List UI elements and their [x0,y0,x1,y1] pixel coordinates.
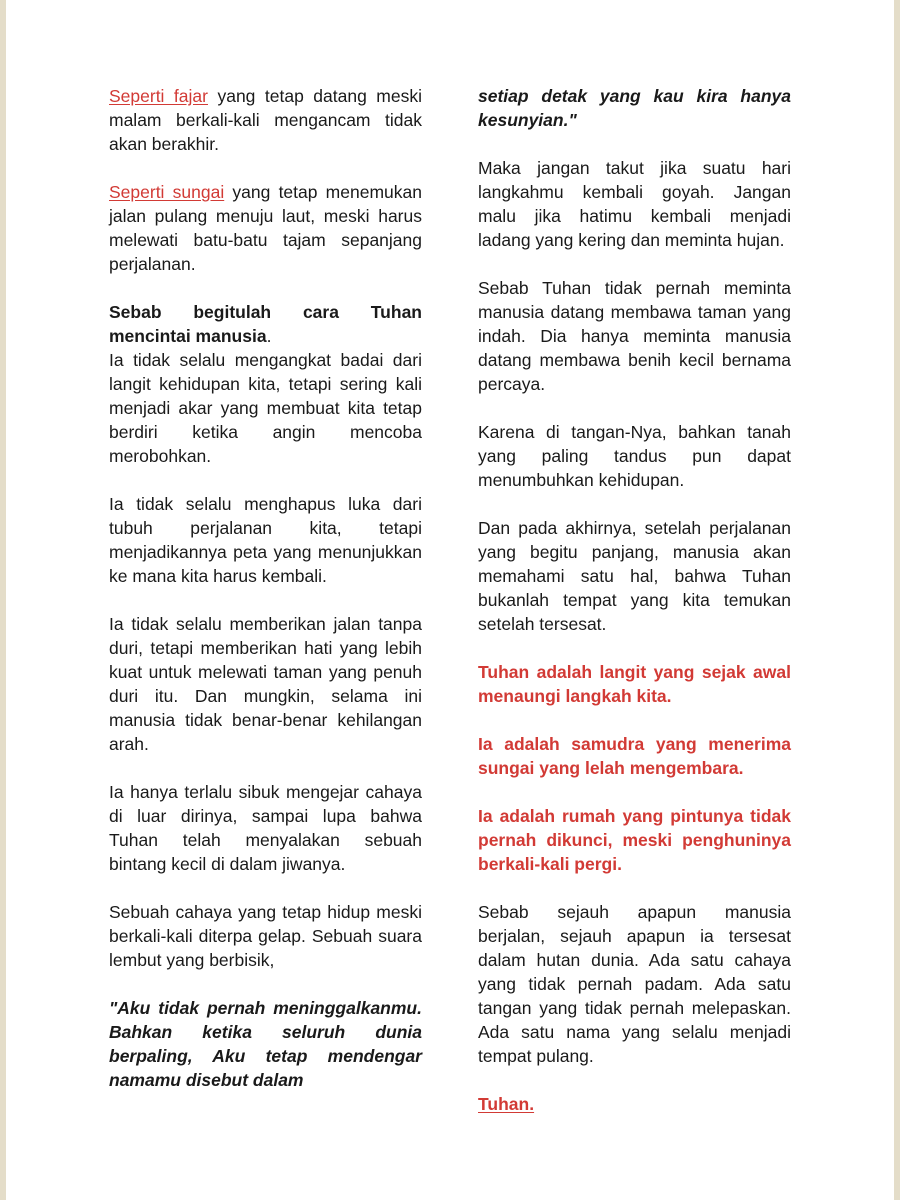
paragraph-text: yang tetap menemukan jalan pulang menuju laut, meski harus melewati batu-batu tajam sepanjang perjalanan. [109,182,422,274]
statement-punctuation: . [266,326,272,346]
paragraph-akhirnya: Dan pada akhirnya, setelah perjalanan yang begitu panjang, manusia akan memahami satu hal, bahwa Tuhan bukanlah tempat yang kita temukan setelah tersesat. [478,518,791,634]
red-statement-rumah: Ia adalah rumah yang pintunya tidak pernah dikunci, meski penghuninya berkali-kali pergi. [478,806,791,874]
quote-part-2: setiap detak yang kau kira hanya kesunyian." [478,86,791,130]
closing-word [478,1092,791,1116]
left-column [109,84,422,1092]
paragraph-heading-statement [109,300,422,348]
paragraph-benih: Sebab Tuhan tidak pernah meminta manusia datang membawa taman yang indah. Dia hanya meminta manusia datang membawa benih kecil bernama percaya. [478,278,791,394]
page-edge-right [894,0,900,1200]
paragraph-text: yang tetap datang meski malam berkali-kali mengancam tidak akan berakhir. [109,86,423,154]
page-edge-left [0,0,6,1200]
paragraph-jangan-takut: Maka jangan takut jika suatu hari langkahmu kembali goyah. Jangan malu jika hatimu kembali menjadi ladang yang kering dan meminta hujan. [478,158,791,250]
paragraph-suara: Sebuah cahaya yang tetap hidup meski berkali-kali diterpa gelap. Sebuah suara lembut yang berbisik, [109,902,422,970]
bold-statement: Sebab begitulah cara Tuhan mencintai manusia [109,302,422,346]
paragraph-duri: Ia tidak selalu memberikan jalan tanpa duri, tetapi memberikan hati yang lebih kuat untuk melewati taman yang penuh duri itu. Dan mungkin, selama ini manusia tidak benar-benar kehilangan arah. [109,614,422,754]
red-statement-samudra: Ia adalah samudra yang menerima sungai yang lelah mengembara. [478,734,791,778]
paragraph-sejauh: Sebab sejauh apapun manusia berjalan, sejauh apapun ia tersesat dalam hutan dunia. Ada satu cahaya yang tidak pernah padam. Ada satu tangan yang tidak pernah melepaskan. Ada satu nama yang selalu menjadi tempat pulang. [478,902,791,1066]
paragraph-cahaya: Ia hanya terlalu sibuk mengejar cahaya di luar dirinya, sampai lupa bahwa Tuhan telah menyalakan sebuah bintang kecil di dalam jiwanya. [109,782,422,874]
right-column [478,84,791,1140]
red-statement-langit: Tuhan adalah langit yang sejak awal menaungi langkah kita. [478,662,791,706]
paragraph-tanah: Karena di tangan-Nya, bahkan tanah yang paling tandus pun dapat menumbuhkan kehidupan. [478,422,791,490]
paragraph-luka: Ia tidak selalu menghapus luka dari tubuh perjalanan kita, tetapi menjadikannya peta yang menunjukkan ke mana kita harus kembali. [109,494,422,586]
quote-part-1: "Aku tidak pernah meninggalkanmu. Bahkan ketika seluruh dunia berpaling, Aku tetap mendengar namamu disebut dalam [109,998,422,1090]
paragraph-seperti-sungai [109,180,422,276]
closing-link[interactable]: Tuhan. [478,1094,535,1114]
paragraph-seperti-fajar [109,84,422,156]
link-seperti-sungai[interactable]: Seperti sungai [109,182,225,202]
link-seperti-fajar[interactable]: Seperti fajar [109,86,208,106]
paragraph-badai: Ia tidak selalu mengangkat badai dari langit kehidupan kita, tetapi sering kali menjadi akar yang membuat kita tetap berdiri ketika angin mencoba merobohkan. [109,350,422,466]
